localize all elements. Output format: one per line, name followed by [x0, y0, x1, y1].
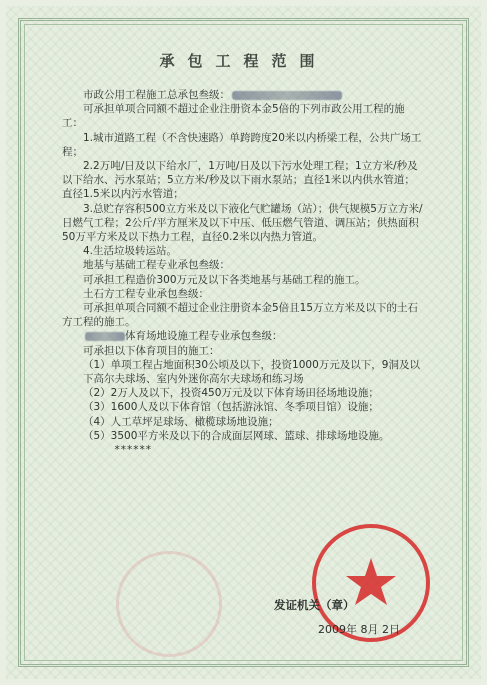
section-heading-municipal: 市政公用工程施工总承包叁级： [83, 88, 425, 102]
list-item: （5）3500平方米及以下的合成面层网球、篮球、排球场地设施。 [83, 429, 390, 442]
redacted-text [85, 332, 125, 341]
paragraph: 可承担工程造价300万元及以下各类地基与基础工程的施工。 [83, 273, 366, 286]
paragraph: 可承担以下体育项目的施工： [83, 344, 220, 357]
certificate-sheet [6, 6, 481, 679]
redacted-text [232, 91, 342, 100]
paragraph: 可承担单项合同额不超过企业注册资本金5倍的下列市政公用工程的施工： [62, 103, 405, 130]
page-title: 承包工程范围 [159, 52, 328, 70]
section-heading-sports: 体育场地设施工程专业承包叁级： [83, 329, 425, 343]
issue-date: 2009年 8月 2日 [318, 623, 400, 636]
list-item: （1）单项工程占地面积30公顷及以下，投资1000万元及以下，9洞及以下高尔夫球场、室内外迷你高尔夫球场和练习场 [83, 358, 420, 386]
list-item: （3）1600人及以下体育馆（包括游泳馆、冬季项目馆）设施； [83, 401, 379, 414]
paragraph: 4.生活垃圾转运站。 [83, 245, 178, 258]
end-marker: ****** [114, 444, 152, 457]
list-item: （2）2万人及以下，投资450万元及以下体育场田径场地设施； [83, 387, 379, 400]
paragraph: 3.总贮存容积500立方米及以下液化气贮罐场（站）；供气规模5万立方米/日燃气工程；2公斤/平方厘米及以下中压、低压燃气管道、调压站；供热面积50万平方米及以下热力工程，直径0.2米以内热力管道。 [62, 202, 423, 244]
paragraph: 可承担单项合同额不超过企业注册资本金5倍且15万立方米及以下的土石方工程的施工。 [62, 302, 419, 329]
faded-stamp [116, 551, 222, 657]
paragraph: 2.2万吨/日及以下给水厂，1万吨/日及以下污水处理工程；1立方米/秒及以下给水、污水泵站；5立方米/秒及以下雨水泵站；直径1米以内供水管道；直径1.5米以内污水管道； [62, 160, 418, 201]
issuer-label: 发证机关（章） [274, 598, 355, 612]
paragraph: 1.城市道路工程（不含快速路）单跨跨度20米以内桥梁工程，公共广场工程； [62, 131, 422, 158]
scope-text [62, 88, 425, 457]
section-heading-earthwork: 土石方工程专业承包叁级： [83, 287, 209, 300]
list-item: （4）人工草坪足球场、橄榄球场地设施； [83, 415, 279, 428]
section-heading-foundation: 地基与基础工程专业承包叁级： [83, 259, 230, 272]
